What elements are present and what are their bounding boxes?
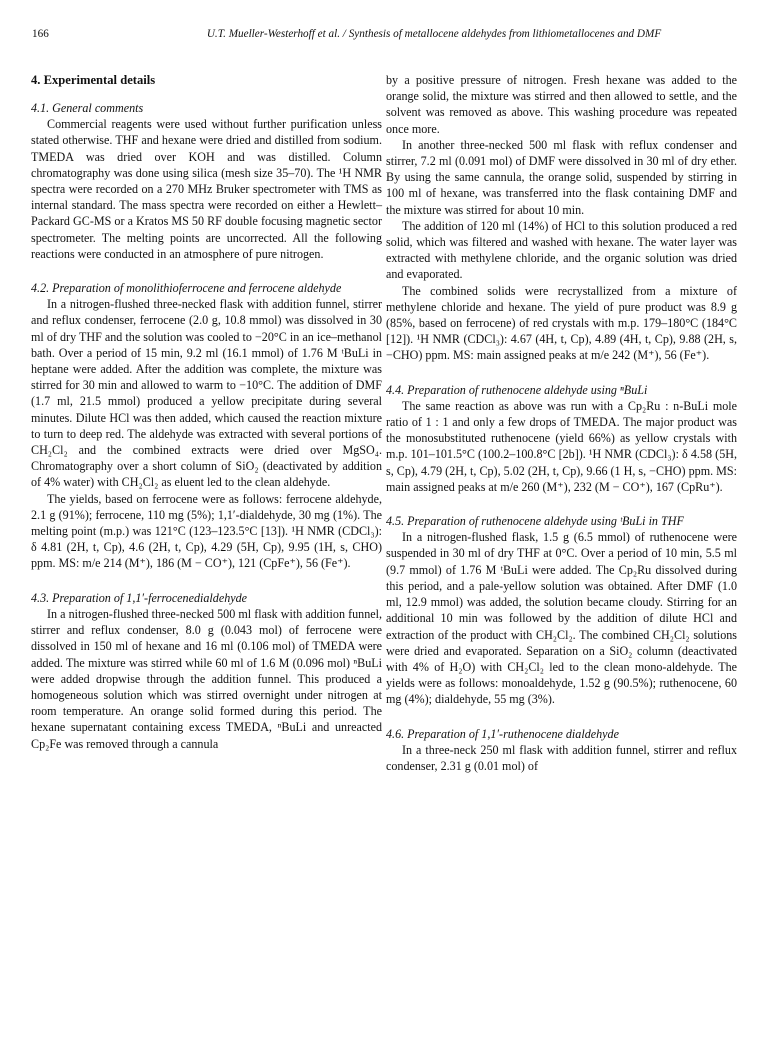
paragraph-dmf-transfer: In another three-necked 500 ml flask with reflux condenser and stirrer, 7.2 ml (0.091 mol) of DMF were dissolved in 30 ml of dry ether. By using the same cannula, the orange solid, suspended by stirring in 100 ml of hexane, was transferred into the flask containing DMF and the mixture was stirred for about 10 min. [386,137,737,217]
paragraph-washing: by a positive pressure of nitrogen. Fresh hexane was added to the orange solid, the mixture was stirred and then allowed to settle, and the solvent was removed as above. This washing procedure was repeated once more. [386,73,737,136]
paragraph-ferrocenedialdehyde-procedure: In a nitrogen-flushed three-necked 500 ml flask with addition funnel, stirrer and reflux condenser, 8.0 g (0.043 mol) of ferrocene were dissolved in 150 ml of hexane and 16 ml (0.106 mol) of TMEDA were added. The mixture was stirred while 60 ml of 1.6 M (0.096 mol) ⁿBuLi were added dropwise through the addition funnel. This produced a homogeneous solution which was stirred overnight under nitrogen at room temperature. An orange solid formed during this period. The hexane supernatant containing excess TMEDA, ⁿBuLi and unreacted Cp₂Fe was removed through a cannula [31,606,382,751]
paragraph-recrystallization: The combined solids were recrystallized from a mixture of methylene chloride and hexane. The yield of pure product was 8.9 g (85%, based on ferrocene) of red crystals with m.p. 179–180°C (184°C [12]). ¹H NMR (CDCl₃): 4.67 (4H, t, Cp), 4.89 (4H, t, Cp), 9.88 (2H, s, −CHO) ppm. MS: main assigned peaks at m/e 242 (M⁺), 56 (Fe⁺). [386,283,737,363]
subsection-heading-4-6: 4.6. Preparation of 1,1′-ruthenocene dialdehyde [386,726,619,741]
subsection-heading-4-1: 4.1. General comments [31,101,144,115]
page-number: 166 [32,28,49,40]
paragraph-hcl-workup: The addition of 120 ml (14%) of HCl to this solution produced a red solid, which was filtered and washed with hexane. The water layer was extracted with methylene chloride, and the organic solution was dried and evaporated. [386,218,737,282]
paragraph-general-comments: Commercial reagents were used without further purification unless stated otherwise. THF and hexane were dried and distilled from sodium. TMEDA was dried over KOH and was distilled. Column chromatography was done using silica (mesh size 35–70). The ¹H NMR spectra were recorded on a 270 MHz Bruker spectrometer with TMS as internal standard. The mass spectra were recorded on either a Hewlett–Packard GC-MS or a Kratos MS 50 RF double focusing magnetic sector spectrometer. The melting points are uncorrected. All the following reactions were conducted in an atmosphere of pure nitrogen. [31,117,382,261]
subsection-heading-4-2: 4.2. Preparation of monolithioferrocene and ferrocene aldehyde [31,281,342,296]
paragraph-ferrocene-aldehyde-yields: The yields, based on ferrocene were as follows: ferrocene aldehyde, 2.1 g (91%); ferrocene, 110 mg (5%); 1,1′-dialdehyde, 30 mg (1%). The melting point (m.p.) was 121°C (123–123.5°C [13]). ¹H NMR (CDCl₃): δ 4.81 (2H, t, Cp), 4.6 (2H, t, Cp), 4.29 (5H, Cp), 9.95 (1H, s, CHO) ppm. MS: m/e 214 (M⁺), 186 (M − CO⁺), 121 (CpFe⁺), 56 (Fe⁺). [31,491,382,571]
section-heading: 4. Experimental details [31,73,156,87]
subsection-heading-4-3: 4.3. Preparation of 1,1′-ferrocenedialdehyde [31,590,248,605]
subsection-heading-4-5: 4.5. Preparation of ruthenocene aldehyde using ᵗBuLi in THF [386,514,684,529]
paragraph-ruthenocene-dialdehyde: In a three-neck 250 ml flask with addition funnel, stirrer and reflux condenser, 2.31 g (0.01 mol) of [386,742,737,773]
right-column [386,72,737,774]
running-title: U.T. Mueller-Westerhoff et al. / Synthesis of metallocene aldehydes from lithiometallocenes and DMF [206,28,662,40]
subsection-heading-4-4: 4.4. Preparation of ruthenocene aldehyde using ⁿBuLi [386,382,648,397]
paragraph-ruthenocene-nbuli: The same reaction as above was run with a Cp₂Ru : n-BuLi mole ratio of 1 : 1 and only a few drops of TMEDA. The major product was the monosubstituted ruthenocene (yield 66%) as yellow crystals with m.p. 101–101.5°C (100.2–100.8°C [2b]). ¹H NMR (CDCl₃): δ 4.58 (5H, s, Cp), 4.79 (2H, t, Cp), 5.02 (2H, t, Cp), 9.66 (1 H, s, −CHO) ppm. MS: main assigned peaks at m/e 260 (M⁺), 232 (M − CO⁺), 167 (CpRu⁺). [386,398,737,494]
paragraph-ruthenocene-tbuli: In a nitrogen-flushed flask, 1.5 g (6.5 mmol) of ruthenocene were suspended in 30 ml of dry THF at 0°C. Over a period of 10 min, 5.5 ml (9.7 mmol) of 1.76 M ᵗBuLi were added. The Cp₂Ru dissolved during this period, and a pale-yellow solution was obtained. After DMF (1.0 ml, 12.9 mmol) was added, the solution became cloudy. Stirring for an additional 10 min was followed by the addition of dilute HCl and extraction of the product with CH₂Cl₂. The combined CH₂Cl₂ solutions were dried and evaporated. Separation on a SiO₂ column (deactivated with 4% of H₂O) with CH₂Cl₂ led to the clean mono-aldehyde. The yields were as follows: monoaldehyde, 1.52 g (90.5%); ruthenocene, 60 mg (4%); dialdehyde, 55 mg (3%). [386,530,737,707]
left-column [31,72,382,752]
paragraph-monolithioferrocene-procedure: In a nitrogen-flushed three-necked flask with addition funnel, stirrer and reflux condenser, ferrocene (2.0 g, 10.8 mmol) was dissolved in 30 ml of dry THF and the solution was cooled to −20°C in an ice–methanol bath. Over a period of 15 min, 9.2 ml (16.1 mmol) of 1.76 M ᵗBuLi in heptane were added. After the addition was complete, the mixture was stirred for 30 min and allowed to warm to −10°C. The addition of DMF (1.7 ml, 21.5 mmol) produced a yellow precipitate during several minutes. Dilute HCl was then added, which caused the reaction mixture to turn to deep red. The aldehyde was extracted with several portions of CH₂Cl₂ and the combined extracts were dried over MgSO₄. Chromatography over a short column of SiO₂ (deactivated by addition of 4% water) with CH₂Cl₂ as eluent led to the clean aldehyde. [31,297,382,490]
